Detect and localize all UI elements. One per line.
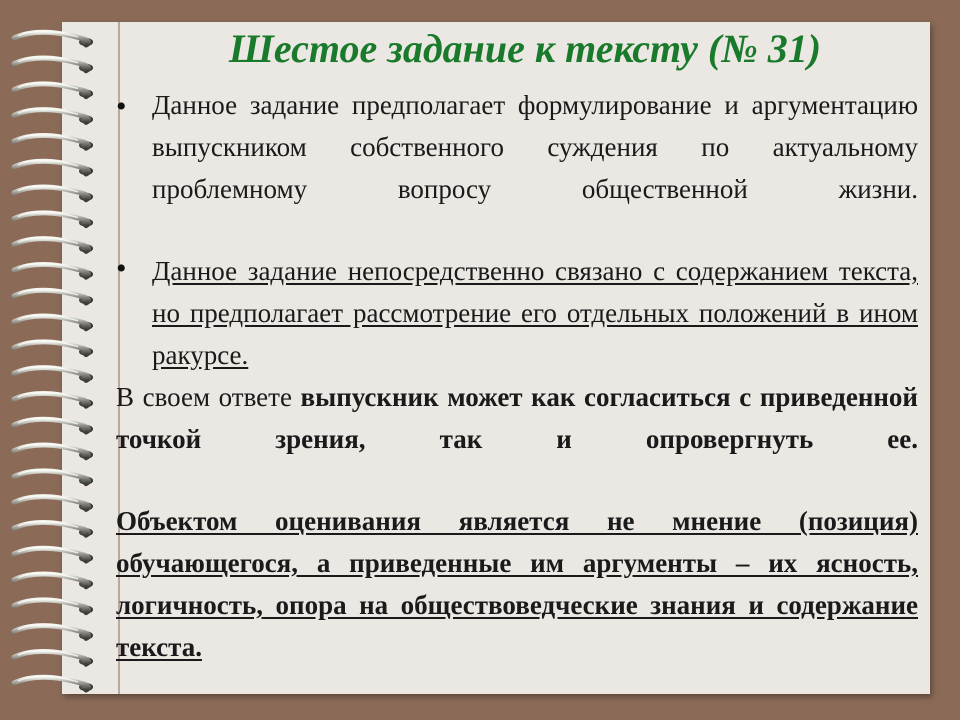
spiral-ring <box>14 521 93 536</box>
spiral-ring <box>14 470 93 485</box>
paragraph-answer-intro: В своем ответе <box>116 382 301 412</box>
spiral-ring <box>14 83 93 98</box>
spiral-ring <box>14 444 93 459</box>
bullet-text-2: Данное задание непосредственно связано с содержанием текста, но предполагает рассмотрение его отдельных положений в ином ракурсе. <box>152 256 918 370</box>
spiral-ring <box>14 496 93 511</box>
bullet-marker: • <box>116 90 127 123</box>
spiral-ring <box>14 315 93 330</box>
spiral-ring <box>14 160 93 175</box>
spiral-ring <box>14 186 93 201</box>
spiral-binding <box>0 0 130 720</box>
spiral-ring <box>14 263 93 278</box>
paragraph-answer <box>116 376 918 502</box>
spiral-ring <box>14 57 93 72</box>
spiral-ring <box>14 31 93 46</box>
spiral-ring <box>14 367 93 382</box>
spiral-ring <box>14 418 93 433</box>
spiral-ring <box>14 289 93 304</box>
spiral-ring <box>14 212 93 227</box>
spiral-ring <box>14 547 93 562</box>
spiral-ring <box>14 392 93 407</box>
bullet-text-1: Данное задание предполагает формулирование и аргументацию выпускником собственного суждения по актуальному проблемному вопросу общественной жизни. <box>152 90 918 204</box>
paragraph-answer-bold: выпускник может как согласиться с приведенной точкой зрения, так и опровергнуть ее. <box>116 382 918 454</box>
paragraph-evaluation: Объектом оценивания является не мнение (позиция) обучающегося, а приведенные им аргументы – их ясность, логичность, опора на обществоведческие знания и содержание текста. <box>116 506 918 662</box>
spiral-ring <box>14 109 93 124</box>
spiral-ring <box>14 625 93 640</box>
bullet-marker: • <box>116 252 127 285</box>
slide-title: Шестое задание к тексту (№ 31) <box>228 26 822 71</box>
spiral-ring <box>14 599 93 614</box>
spiral-ring <box>14 238 93 253</box>
spiral-ring <box>14 573 93 588</box>
spiral-ring <box>14 676 93 691</box>
spiral-ring <box>14 650 93 665</box>
spiral-ring <box>14 134 93 149</box>
spiral-ring <box>14 341 93 356</box>
